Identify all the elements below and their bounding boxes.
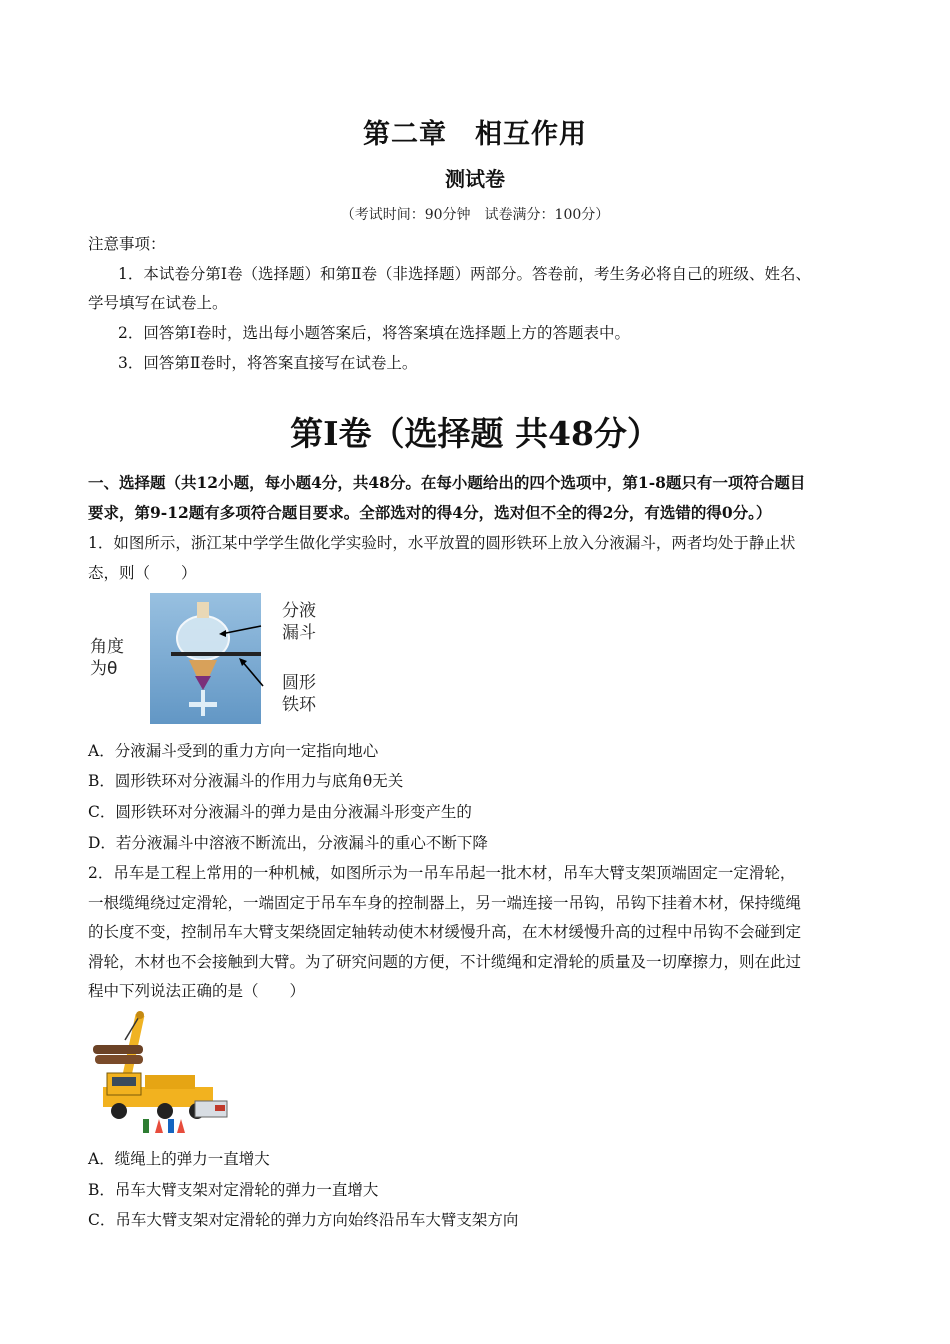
- pulley: [136, 1011, 144, 1019]
- section-instructions: 要求，第9-12题有多项符合题目要求。全部选对的得4分，选对但不全的得2分，有选错的得0分。）: [88, 503, 772, 522]
- page-subtitle: 测试卷: [445, 167, 505, 191]
- question-1-option: B．圆形铁环对分液漏斗的作用力与底角θ无关: [88, 772, 404, 790]
- traffic-cone: [155, 1119, 163, 1133]
- note-item: 3．回答第Ⅱ卷时，将答案直接写在试卷上。: [118, 354, 418, 372]
- question-2-option: A．缆绳上的弹力一直增大: [88, 1150, 270, 1168]
- question-1-figure: [85, 590, 335, 730]
- question-2-stem: 2．吊车是工程上常用的一种机械，如图所示为一吊车吊起一批木材，吊车大臂支架顶端固定一定滑轮，: [88, 864, 796, 882]
- question-1-option: D．若分液漏斗中溶液不断流出，分液漏斗的重心不断下降: [88, 834, 488, 852]
- notes-heading: 注意事项：: [88, 235, 166, 253]
- funnel-stopper: [197, 602, 209, 618]
- truck-window: [112, 1077, 136, 1086]
- question-2-figure: [85, 1005, 235, 1137]
- wheel: [157, 1103, 173, 1119]
- note-item: 2．回答第Ⅰ卷时，选出每小题答案后，将答案填在选择题上方的答题表中。: [118, 324, 630, 342]
- traffic-cone: [177, 1119, 185, 1133]
- timber-log: [95, 1055, 143, 1064]
- ring-label: 圆形: [282, 673, 316, 693]
- question-2-stem: 程中下列说法正确的是（ ）: [88, 982, 306, 1000]
- question-1-option: A．分液漏斗受到的重力方向一定指向地心: [88, 742, 379, 760]
- question-1-stem: 态，则（ ）: [88, 564, 197, 582]
- ring-label: 铁环: [282, 695, 316, 715]
- worker-figure: [168, 1119, 174, 1133]
- question-2-stem: 滑轮，木材也不会接触到大臂。为了研究问题的方便，不计缆绳和定滑轮的质量及一切摩擦力，则在此过: [88, 953, 802, 971]
- section-instructions: 一、选择题（共12小题，每小题4分，共48分。在每小题给出的四个选项中，第1-8题只有一项符合题目: [88, 473, 806, 492]
- crane-truck-illustration: [85, 1005, 235, 1137]
- exam-meta: （考试时间：90分钟 试卷满分：100分）: [340, 207, 610, 223]
- question-2-stem: 一根缆绳绕过定滑轮，一端固定于吊车车身的控制器上，另一端连接一吊钩，吊钩下挂着木材，保持缆绳: [88, 894, 802, 912]
- question-2-option: B．吊车大臂支架对定滑轮的弹力一直增大: [88, 1181, 379, 1199]
- angle-label: 角度: [90, 637, 124, 657]
- question-1-stem: 1．如图所示，浙江某中学学生做化学实验时，水平放置的圆形铁环上放入分液漏斗，两者均处于静止状: [88, 534, 796, 552]
- question-1-option: C．圆形铁环对分液漏斗的弹力是由分液漏斗形变产生的: [88, 803, 472, 821]
- funnel-label: 分液: [282, 601, 316, 621]
- stopcock: [189, 702, 217, 707]
- page-title: 第二章 相互作用: [363, 119, 587, 150]
- worker-figure: [143, 1119, 149, 1133]
- question-2-option: C．吊车大臂支架对定滑轮的弹力方向始终沿吊车大臂支架方向: [88, 1211, 519, 1229]
- question-2-stem: 的长度不变，控制吊车大臂支架绕固定轴转动使木材缓慢升高，在木材缓慢升高的过程中吊钩不会碰到定: [88, 923, 802, 941]
- timber-log: [93, 1045, 143, 1054]
- angle-label: 为θ: [90, 659, 118, 679]
- wheel: [111, 1103, 127, 1119]
- section-title: 第Ⅰ卷（选择题 共48分）: [290, 414, 660, 453]
- iron-ring-rod: [171, 652, 261, 656]
- note-item: 1．本试卷分第Ⅰ卷（选择题）和第Ⅱ卷（非选择题）两部分。答卷前，考生务必将自己的班级、姓名、: [118, 265, 812, 283]
- funnel-label: 漏斗: [282, 623, 316, 643]
- note-item: 学号填写在试卷上。: [88, 294, 228, 312]
- crane-base: [145, 1075, 195, 1089]
